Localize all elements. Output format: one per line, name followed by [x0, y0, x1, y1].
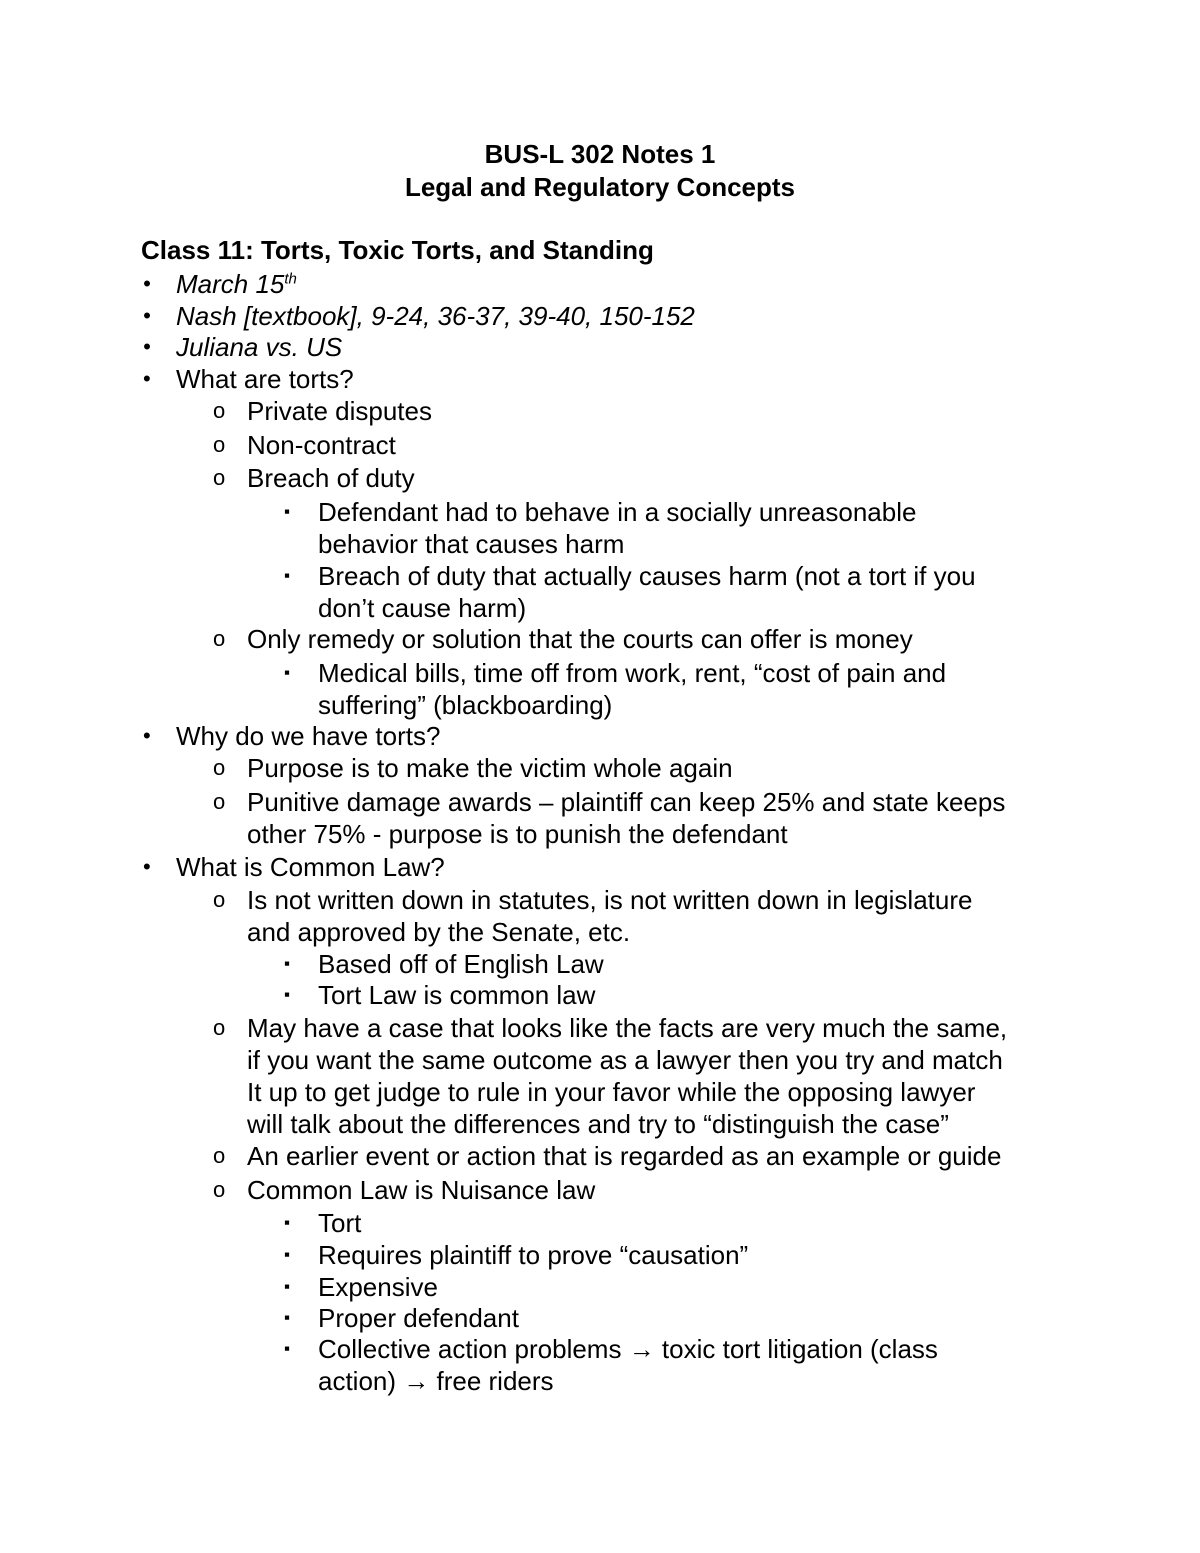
list-item [284, 1239, 749, 1271]
item-text: An earlier event or action that is regarded as an example or guide [247, 1141, 1002, 1171]
list-item [284, 496, 917, 560]
item-text: Requires plaintiff to prove “causation” [318, 1240, 749, 1270]
list-item [284, 1302, 519, 1334]
square-marker: ▪ [284, 663, 291, 682]
list-item [284, 560, 976, 624]
bullet-marker: • [143, 723, 151, 748]
item-text: Collective action problems → toxic tort litigation (class [318, 1334, 938, 1364]
circle-marker: o [213, 1177, 226, 1202]
list-item [284, 1271, 438, 1303]
bullet-marker: • [143, 303, 151, 328]
list-item [213, 395, 432, 427]
list-item-date [143, 268, 297, 300]
circle-marker: o [213, 465, 226, 490]
bullet-marker: • [143, 854, 151, 879]
list-item-case [143, 331, 343, 363]
item-text: What are torts? [176, 364, 354, 394]
item-text: Purpose is to make the victim whole again [247, 753, 733, 783]
item-text: behavior that causes harm [318, 529, 625, 559]
item-text: Only remedy or solution that the courts can offer is money [247, 624, 913, 654]
list-item [284, 948, 604, 980]
circle-marker: o [213, 887, 226, 912]
circle-marker: o [213, 398, 226, 423]
item-text: other 75% - purpose is to punish the defendant [247, 819, 788, 849]
item-text: Is not written down in statutes, is not written down in legislature [247, 885, 973, 915]
item-text: Proper defendant [318, 1303, 519, 1333]
square-marker: ▪ [284, 985, 291, 1004]
title-block [0, 138, 1200, 204]
item-text: It up to get judge to rule in your favor while the opposing lawyer [247, 1077, 976, 1107]
item-text: suffering” (blackboarding) [318, 690, 613, 720]
item-text: Breach of duty [247, 463, 415, 493]
item-text: Breach of duty that actually causes harm (not a tort if you [318, 561, 976, 591]
list-item [143, 851, 445, 883]
square-marker: ▪ [284, 1339, 291, 1358]
list-item [284, 979, 596, 1011]
square-marker: ▪ [284, 1277, 291, 1296]
item-text: What is Common Law? [176, 852, 445, 882]
item-text: Tort [318, 1208, 362, 1238]
square-marker: ▪ [284, 1213, 291, 1232]
list-item [213, 752, 733, 784]
date-text: March 15 [176, 269, 285, 299]
item-text: don’t cause harm) [318, 593, 527, 623]
item-text: action) → free riders [318, 1366, 554, 1396]
circle-marker: o [213, 1015, 226, 1040]
square-marker: ▪ [284, 954, 291, 973]
circle-marker: o [213, 432, 226, 457]
item-text: Non-contract [247, 430, 396, 460]
list-item [213, 1012, 1008, 1140]
list-item [213, 786, 1006, 850]
item-text: if you want the same outcome as a lawyer then you try and match [247, 1045, 1003, 1075]
list-item [143, 363, 354, 395]
list-item [213, 1140, 1002, 1172]
circle-marker: o [213, 755, 226, 780]
square-marker: ▪ [284, 1308, 291, 1327]
circle-marker: o [213, 1143, 226, 1168]
square-marker: ▪ [284, 566, 291, 585]
item-text: Based off of English Law [318, 949, 604, 979]
item-text: May have a case that looks like the facts are very much the same, [247, 1013, 1008, 1043]
document-subtitle: Legal and Regulatory Concepts [404, 172, 796, 202]
list-item-reading [143, 300, 695, 332]
list-item [213, 429, 396, 461]
date-suffix: th [284, 270, 297, 288]
list-item [284, 657, 947, 721]
item-text: and approved by the Senate, etc. [247, 917, 631, 947]
list-item [213, 623, 913, 655]
bullet-marker: • [143, 366, 151, 391]
item-text: Defendant had to behave in a socially unreasonable [318, 497, 917, 527]
list-item [213, 462, 415, 494]
item-text: Private disputes [247, 396, 432, 426]
list-item [143, 720, 441, 752]
document-title: BUS-L 302 Notes 1 [484, 139, 716, 169]
case-text: Juliana vs. US [176, 332, 343, 362]
section-heading: Class 11: Torts, Toxic Torts, and Standing [141, 235, 654, 265]
circle-marker: o [213, 789, 226, 814]
list-item [284, 1333, 938, 1397]
list-item [213, 1174, 596, 1206]
item-text: Common Law is Nuisance law [247, 1175, 596, 1205]
item-text: Medical bills, time off from work, rent, “cost of pain and [318, 658, 947, 688]
item-text: Tort Law is common law [318, 980, 596, 1010]
item-text: Expensive [318, 1272, 438, 1302]
square-marker: ▪ [284, 1245, 291, 1264]
item-text: Why do we have torts? [176, 721, 441, 751]
circle-marker: o [213, 626, 226, 651]
square-marker: ▪ [284, 502, 291, 521]
list-item [284, 1207, 362, 1239]
bullet-marker: • [143, 334, 151, 359]
item-text: will talk about the differences and try to “distinguish the case” [247, 1109, 949, 1139]
item-text: Punitive damage awards – plaintiff can keep 25% and state keeps [247, 787, 1006, 817]
reading-text: Nash [textbook], 9-24, 36-37, 39-40, 150-152 [176, 301, 695, 331]
list-item [213, 884, 973, 948]
bullet-marker: • [143, 271, 151, 296]
